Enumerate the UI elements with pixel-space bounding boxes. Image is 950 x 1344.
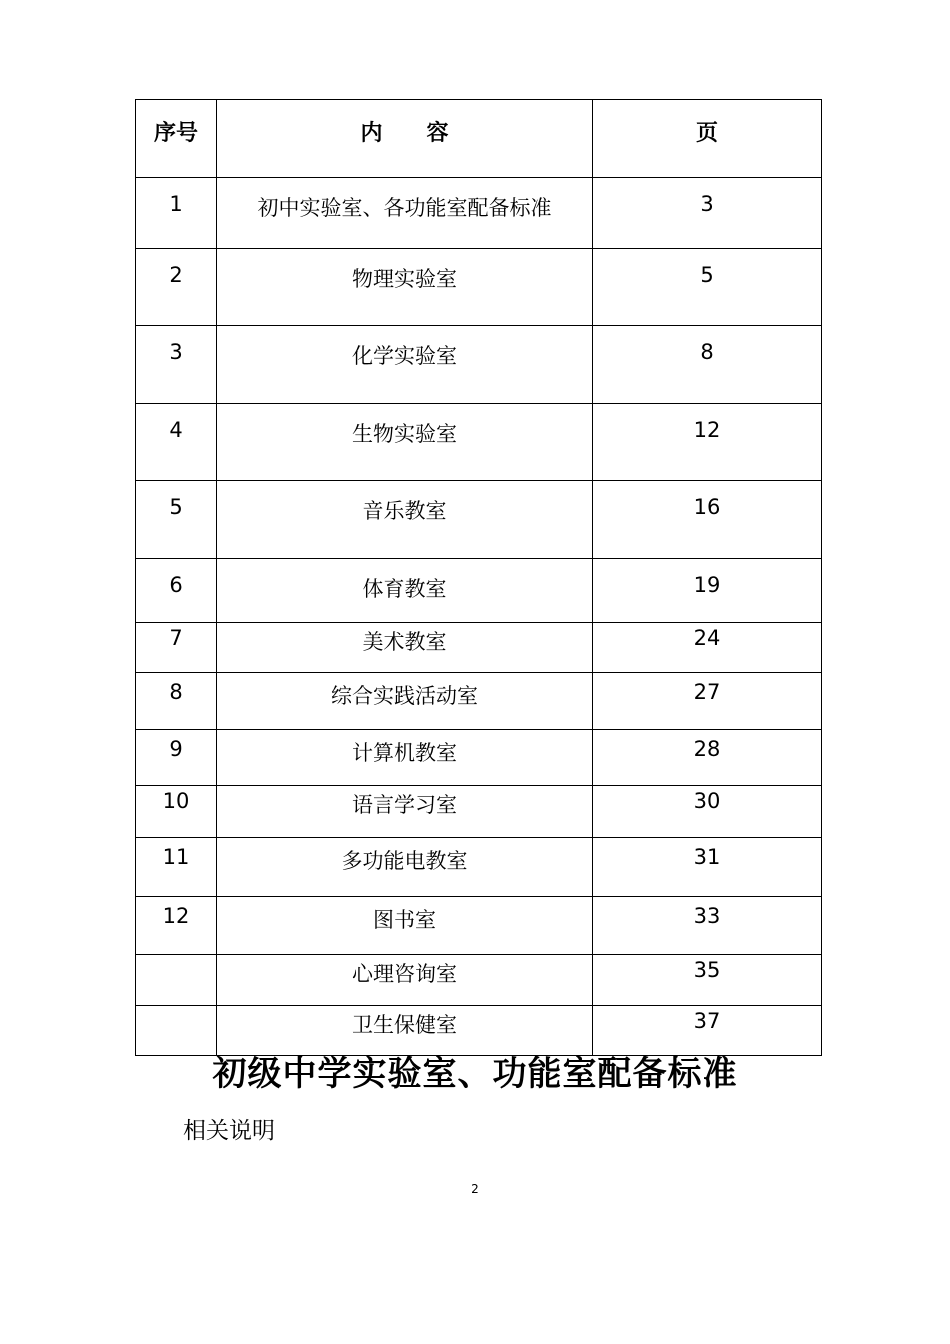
row-index: 12 [136, 897, 217, 955]
row-index: 5 [136, 481, 217, 559]
row-page: 5 [593, 249, 822, 326]
header-index: 序号 [136, 100, 217, 178]
row-content: 语言学习室 [217, 786, 593, 838]
row-index: 2 [136, 249, 217, 326]
row-page: 27 [593, 673, 822, 730]
page-number: 2 [471, 1182, 479, 1196]
table-row [136, 838, 822, 897]
row-index: 10 [136, 786, 217, 838]
row-page: 33 [593, 897, 822, 955]
row-content: 物理实验室 [217, 249, 593, 326]
table-row [136, 955, 822, 1006]
table-row [136, 623, 822, 673]
table-row [136, 786, 822, 838]
row-content: 体育教室 [217, 559, 593, 623]
row-content: 计算机教室 [217, 730, 593, 786]
toc-table [135, 99, 822, 1056]
table-row [136, 481, 822, 559]
row-page: 12 [593, 404, 822, 481]
row-index: 4 [136, 404, 217, 481]
row-content: 初中实验室、各功能室配备标准 [217, 178, 593, 249]
row-index: 11 [136, 838, 217, 897]
table-row [136, 897, 822, 955]
row-page: 24 [593, 623, 822, 673]
table-row [136, 673, 822, 730]
section-subheading: 相关说明 [183, 1118, 275, 1144]
table-row [136, 730, 822, 786]
row-page: 37 [593, 1006, 822, 1056]
header-page: 页 [593, 100, 822, 178]
table-row [136, 178, 822, 249]
row-page: 19 [593, 559, 822, 623]
row-content: 多功能电教室 [217, 838, 593, 897]
row-index: 8 [136, 673, 217, 730]
row-page: 8 [593, 326, 822, 404]
row-content: 心理咨询室 [217, 955, 593, 1006]
row-index [136, 955, 217, 1006]
row-index: 3 [136, 326, 217, 404]
row-content: 综合实践活动室 [217, 673, 593, 730]
table-row [136, 404, 822, 481]
toc-header-row [136, 100, 822, 178]
row-index: 1 [136, 178, 217, 249]
row-page: 35 [593, 955, 822, 1006]
row-content: 音乐教室 [217, 481, 593, 559]
row-index: 6 [136, 559, 217, 623]
row-index: 7 [136, 623, 217, 673]
table-row [136, 326, 822, 404]
row-page: 16 [593, 481, 822, 559]
row-index: 9 [136, 730, 217, 786]
row-page: 3 [593, 178, 822, 249]
table-row [136, 559, 822, 623]
row-content: 化学实验室 [217, 326, 593, 404]
row-page: 31 [593, 838, 822, 897]
table-row [136, 249, 822, 326]
document-heading: 初级中学实验室、功能室配备标准 [212, 1054, 738, 1094]
row-content: 美术教室 [217, 623, 593, 673]
row-content: 图书室 [217, 897, 593, 955]
header-content: 内 容 [217, 100, 593, 178]
row-page: 30 [593, 786, 822, 838]
row-content: 卫生保健室 [217, 1006, 593, 1056]
row-content: 生物实验室 [217, 404, 593, 481]
row-page: 28 [593, 730, 822, 786]
